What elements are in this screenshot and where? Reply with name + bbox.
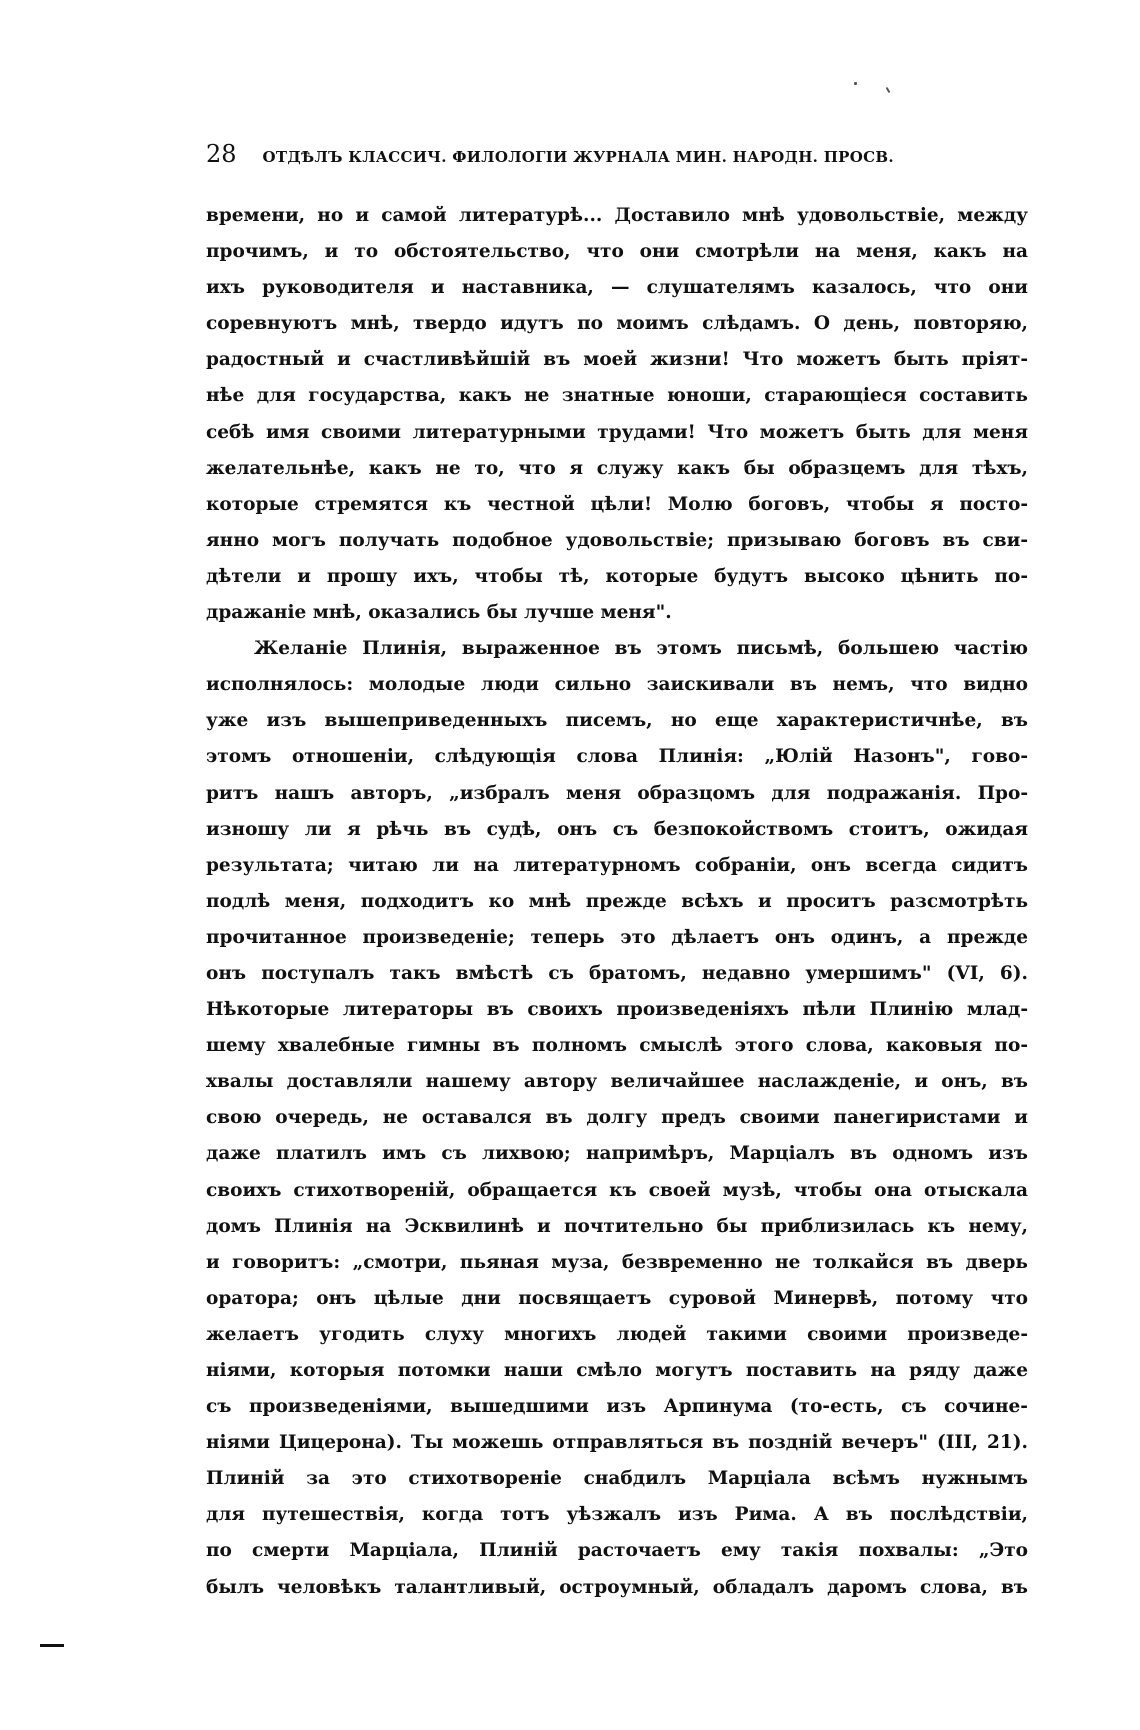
text-line: этомъ отношеніи, слѣдующія слова Плинія: „Юлій Назонъ", гово-: [206, 746, 1028, 768]
margin-mark: [40, 1644, 64, 1647]
text-line: домъ Плинія на Эсквилинѣ и почтительно бы приблизилась къ нему,: [206, 1215, 1028, 1237]
text-line: результата; читаю ли на литературномъ собраніи, онъ всегда сидитъ: [206, 854, 1028, 876]
text-line: исполнялось: молодые люди сильно заискивали въ немъ, что видно: [206, 674, 1028, 696]
page-number: 28: [206, 140, 237, 168]
text-line: шему хвалебные гимны въ полномъ смыслѣ этого слова, каковыя по-: [206, 1035, 1028, 1057]
text-line: онъ поступалъ такъ вмѣстѣ съ братомъ, недавно умершимъ" (VI, 6).: [206, 962, 1028, 984]
text-line: подлѣ меня, подходитъ ко мнѣ прежде всѣхъ и проситъ разсмотрѣть: [206, 890, 1028, 912]
text-line: уже изъ вышеприведенныхъ писемъ, но еще характеристичнѣе, въ: [206, 710, 1028, 732]
text-line: ритъ нашъ авторъ, „избралъ меня образцомъ для подражанія. Про-: [206, 782, 1028, 804]
text-line: хвалы доставляли нашему автору величайшее наслажденіе, и онъ, въ: [206, 1071, 1028, 1093]
text-line: янно могъ получать подобное удовольствіе; призываю боговъ въ сви-: [206, 529, 1028, 551]
text-line: которые стремятся къ честной цѣли! Молю боговъ, чтобы я посто-: [206, 493, 1028, 515]
scan-speck: [854, 82, 857, 85]
text-line: желательнѣе, какъ не то, что я служу какъ бы образцемъ для тѣхъ,: [206, 457, 1028, 479]
page-header: [206, 140, 1026, 174]
text-line: оратора; онъ цѣлые дни посвящаетъ суровой Минервѣ, потому что: [206, 1287, 1028, 1309]
text-line: по смерти Марціала, Плиній расточаетъ ему такія похвалы: „Это: [206, 1540, 1028, 1562]
text-line: соревнуютъ мнѣ, твердо идутъ по моимъ слѣдамъ. О день, повторяю,: [206, 313, 1028, 335]
text-line: съ произведеніями, вышедшими изъ Арпинума (то-есть, съ сочине-: [206, 1396, 1028, 1418]
text-line: ніями Цицерона). Ты можешь отправляться въ поздній вечеръ" (III, 21).: [206, 1432, 1028, 1454]
scan-speck: [886, 87, 891, 93]
text-line: свою очередь, не оставался въ долгу предъ своими панегиристами и: [206, 1107, 1028, 1129]
body-text: [206, 198, 1028, 1606]
text-line: прочитанное произведеніе; теперь это дѣлаетъ онъ одинъ, а прежде: [206, 926, 1028, 948]
paragraph-end-line: дражаніе мнѣ, оказались бы лучше меня".: [206, 602, 672, 624]
text-line: своихъ стихотвореній, обращается къ своей музѣ, чтобы она отыскала: [206, 1179, 1028, 1201]
text-line: для путешествія, когда тотъ уѣзжалъ изъ Рима. А въ послѣдствіи,: [206, 1504, 1028, 1526]
text-line: Нѣкоторые литераторы въ своихъ произведеніяхъ пѣли Плинію млад-: [206, 999, 1028, 1021]
text-line: изношу ли я рѣчь въ судѣ, онъ съ безпокойствомъ стоитъ, ожидая: [206, 818, 1028, 840]
text-line: себѣ имя своими литературными трудами! Что можетъ быть для меня: [206, 421, 1028, 443]
text-line: ихъ руководителя и наставника, — слушателямъ казалось, что они: [206, 277, 1028, 299]
text-line: прочимъ, и то обстоятельство, что они смотрѣли на меня, какъ на: [206, 241, 1028, 263]
text-line: радостный и счастливѣйшій въ моей жизни! Что можетъ быть пріят-: [206, 349, 1028, 371]
text-line: и говоритъ: „смотри, пьяная муза, безвременно не толкайся въ дверь: [206, 1251, 1028, 1273]
text-line: времени, но и самой литературѣ... Доставило мнѣ удовольствіе, между: [206, 205, 1028, 226]
paragraph-start-line: Желаніе Плинія, выраженное въ этомъ письмѣ, большею частію: [254, 638, 1028, 660]
text-line: былъ человѣкъ талантливый, остроумный, обладалъ даромъ слова, въ: [206, 1576, 1028, 1598]
text-line: даже платилъ имъ съ лихвою; напримѣръ, Марціалъ въ одномъ изъ: [206, 1143, 1028, 1165]
text-line: ніями, которыя потомки наши смѣло могутъ поставить на ряду даже: [206, 1360, 1028, 1381]
running-title: ОТДѢЛЪ КЛАССИЧ. ФИЛОЛОГІИ ЖУРНАЛА МИН. НАРОДН. ПРОСВ.: [262, 148, 894, 166]
text-line: желаетъ угодить слуху многихъ людей такими своими произведе-: [206, 1323, 1028, 1345]
text-line: Плиній за это стихотвореніе снабдилъ Марціала всѣмъ нужнымъ: [206, 1468, 1028, 1490]
text-line: дѣтели и прошу ихъ, чтобы тѣ, которые будутъ высоко цѣнить по-: [206, 565, 1028, 587]
text-line: нѣе для государства, какъ не знатные юноши, старающіеся составить: [206, 385, 1028, 407]
